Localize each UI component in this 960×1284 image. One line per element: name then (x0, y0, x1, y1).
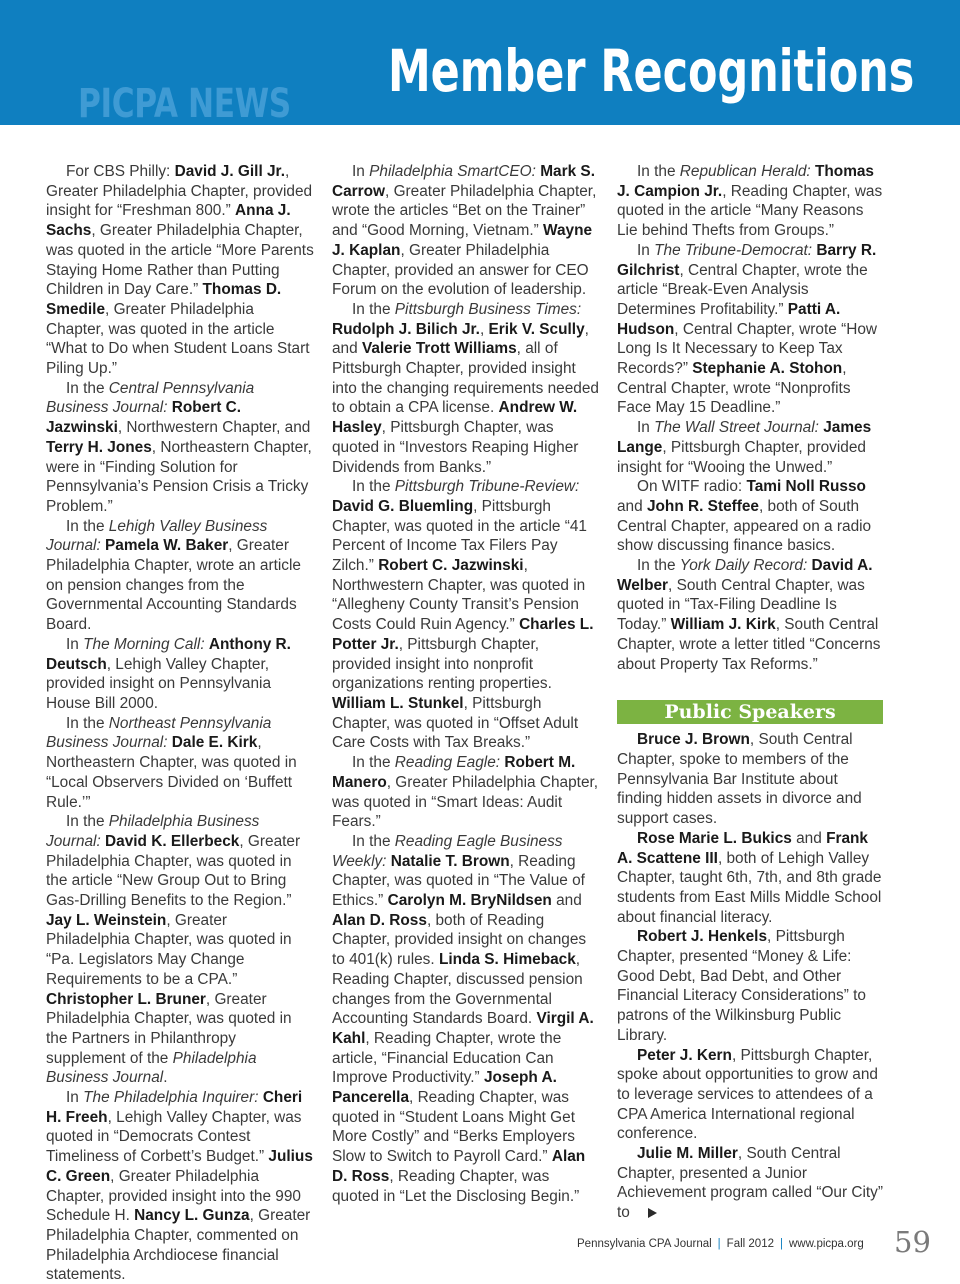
body-text: , Reading Chapter, was quoted in “Student Loans Might Get More Costly” and “Berks Employers Slow to Switch to Payroll Card.” (332, 1089, 575, 1166)
member-name: Bruce J. Brown (637, 731, 750, 749)
body-text: In (66, 635, 84, 653)
body-text: , Greater Philadelphia Chapter, commented on Philadelphia Archdiocese financial statements. (46, 1207, 311, 1284)
member-name: Erik V. Scully (488, 320, 585, 338)
publication-name: Reading Eagle Business Weekly: (332, 832, 563, 870)
body-text: In (637, 419, 655, 437)
column-1 (46, 162, 314, 1284)
footer: Pennsylvania CPA Journal | Fall 2012 | www.picpa.org (577, 1238, 864, 1250)
member-name: Cheri H. Freeh (46, 1089, 303, 1126)
publication-name: Pittsburgh Tribune-Review: (394, 478, 580, 496)
body-text: In (637, 241, 655, 259)
body-text: In the (352, 300, 395, 318)
body-text: , Central Chapter, wrote the article “Break-Even Analysis Determines Profitability.” (617, 261, 868, 318)
body-text: , South Central Chapter, was quoted in “Tax-Filing Deadline Is Today.” (617, 576, 865, 634)
member-name: David J. Gill Jr. (174, 163, 285, 180)
page-number: 59 (894, 1225, 931, 1259)
member-name: Julie M. Miller (637, 1145, 738, 1163)
col1-paragraph (46, 812, 314, 1088)
footer-site[interactable]: www.picpa.org (788, 1238, 864, 1250)
body-text: In the (66, 379, 109, 397)
publication-name: The Wall Street Journal: (654, 419, 819, 437)
body-text: , Northeastern Chapter, were in “Finding Solution for Pennsylvania’s Pension Crisis a Tricky Problem.” (46, 438, 312, 515)
body-text: , South Central Chapter, wrote a letter titled “Concerns about Property Tax Reforms.” (617, 616, 881, 673)
publication-name: Central Pennsylvania Business Journal: (46, 379, 255, 417)
speakers-paragraph (617, 829, 885, 928)
body-text: , South Central Chapter, spoke to members of the Pennsylvania Bar Institute about finding hidden assets in divorce and support cases. (617, 731, 862, 828)
body-text: In the (66, 517, 109, 535)
body-text: , Pittsburgh Chapter, was quoted in “Investors Reaping Higher Dividends from Banks.” (332, 419, 579, 476)
member-name: Thomas D. Smedile (46, 281, 282, 318)
body-text: , both of South Central Chapter, appeared on a radio show discussing finance basics. (617, 497, 872, 555)
body-text: , Reading Chapter, was quoted in the article “Many Reasons Lie behind Thefts from Groups.” (617, 182, 883, 240)
body-text: , Central Chapter, wrote “How Long Is It Necessary to Keep Tax Records?” (617, 320, 878, 378)
col3-paragraph (617, 162, 885, 241)
body-text: and (791, 829, 827, 847)
member-name: Robert C. Jazwinski (378, 557, 524, 575)
body-text: , Greater Philadelphia Chapter, provided insight for “Freshman 800.” (46, 163, 313, 220)
col3-paragraph (617, 477, 885, 556)
member-name: James Lange (617, 419, 872, 456)
footer-journal: Pennsylvania CPA Journal (577, 1238, 712, 1250)
member-name: Nancy L. Gunza (134, 1207, 250, 1225)
body-text: , Greater Philadelphia Chapter, was quoted in the article “What to Do when Student Loans Start Piling Up.” (46, 300, 310, 378)
member-name: John R. Steffee (646, 497, 759, 515)
member-name: Anna J. Sachs (46, 202, 291, 240)
publication-name: Philadelphia Business Journal (46, 1049, 257, 1087)
publication-name: The Morning Call: (83, 635, 205, 653)
body-text: , (479, 320, 489, 338)
member-name: Linda S. Himeback (438, 951, 576, 969)
col2-paragraph (332, 753, 600, 832)
body-text: , Pittsburgh Chapter, was quoted in the article “41 Percent of Income Tax Filers Pay Zilch.” (332, 497, 587, 575)
member-name: Wayne J. Kaplan (332, 222, 593, 259)
body-text: In the (637, 163, 680, 180)
member-name: Patti A. Hudson (617, 300, 841, 338)
col1-paragraph (46, 714, 314, 813)
member-name: Dale E. Kirk (171, 734, 258, 752)
publication-name: The Tribune-Democrat: (654, 241, 813, 259)
member-name: Robert C. Jazwinski (46, 399, 242, 437)
public-speakers-heading: Public Speakers (617, 700, 883, 724)
header-banner (0, 0, 960, 125)
publication-name: Lehigh Valley Business Journal: (46, 517, 268, 555)
section-name: PICPA NEWS (78, 81, 291, 125)
publication-name: Philadelphia SmartCEO: (369, 163, 536, 180)
member-name: Christopher L. Bruner (46, 990, 206, 1008)
col2-paragraph (332, 300, 600, 477)
body-text: In the (352, 754, 395, 772)
member-name: Julius C. Green (46, 1148, 313, 1185)
publication-name: The Philadelphia Inquirer: (83, 1089, 259, 1107)
member-name: Thomas J. Campion Jr. (617, 163, 874, 200)
body-text: , Pittsburgh Chapter, provided insight into nonprofit organizations renting properties. (332, 635, 552, 693)
col1-paragraph (46, 517, 314, 635)
member-name: David G. Bluemling (332, 497, 474, 515)
member-name: Carolyn M. BryNildsen (387, 892, 552, 910)
body-text: , Pittsburgh Chapter, was quoted in “Offset Adult Care Costs with Tax Breaks.” (332, 694, 579, 752)
member-name: Frank A. Scattene III (617, 829, 868, 867)
member-name: Jay L. Weinstein (46, 911, 167, 929)
body-text: and (617, 497, 647, 515)
column-3-body (617, 162, 885, 674)
body-text: , Reading Chapter, was quoted in “The Value of Ethics.” (332, 852, 585, 910)
col1-paragraph (46, 162, 314, 379)
body-text: In (66, 1089, 84, 1107)
member-name: Pamela W. Baker (105, 537, 229, 555)
col1-paragraph (46, 635, 314, 714)
body-text: , both of Reading Chapter, provided insight on changes to 401(k) rules. (332, 911, 587, 969)
member-name: Robert J. Henkels (637, 928, 768, 946)
body-text: In the (66, 714, 109, 732)
publication-name: Reading Eagle: (394, 754, 501, 772)
body-text: , Greater Philadelphia Chapter, provided insight into the 990 Schedule H. (46, 1167, 301, 1225)
member-name: Barry R. Gilchrist (617, 241, 877, 279)
body-text: and (551, 892, 582, 910)
member-name: Charles L. Potter Jr. (332, 616, 594, 653)
body-text: , Pittsburgh Chapter, spoke about opportunities to grow and to leverage services to attendees of a CPA America International regional conference. (617, 1046, 878, 1143)
member-name: Peter J. Kern (637, 1046, 732, 1064)
body-text: , Lehigh Valley Chapter, was quoted in “Democrats Contest Timeliness of Corbett’s Budget.” (46, 1108, 302, 1166)
body-text: , Greater Philadelphia Chapter, was quoted in the article “New Group Out to Bring Gas-Drilling Benefits to the Region.” (46, 832, 301, 910)
speakers-paragraph (617, 927, 885, 1045)
continue-arrow-icon (648, 1208, 657, 1218)
body-text: , all of Pittsburgh Chapter, provided insight into the changing requirements needed to obtain a CPA license. (332, 340, 599, 417)
body-text: , both of Lehigh Valley Chapter, taught 6th, 7th, and 8th grade students from East Mills Middle School about financial literacy. (617, 849, 882, 926)
col3-paragraph (617, 418, 885, 477)
member-name: Mark S. Carrow (332, 163, 595, 200)
speakers-paragraph (617, 1144, 885, 1223)
col3-paragraph (617, 241, 885, 418)
publication-name: Pittsburgh Business Times: (394, 300, 582, 318)
member-name: Anthony R. Deutsch (46, 635, 291, 673)
member-name: Rudolph J. Bilich Jr. (332, 320, 480, 338)
column-2 (332, 162, 600, 1206)
body-text: , Greater Philadelphia Chapter, was quoted in “Pa. Legislators May Change Requirements to be a CPA.” (46, 911, 292, 988)
publication-name: Republican Herald: (679, 163, 811, 180)
body-text: In (352, 163, 370, 180)
member-name: David K. Ellerbeck (105, 832, 240, 850)
body-text: . (163, 1069, 168, 1087)
body-text: , Greater Philadelphia Chapter, wrote the articles “Bet on the Trainer” and “Good Morning, Vietnam.” (332, 182, 597, 240)
col1-paragraph (46, 1088, 314, 1284)
member-name: William L. Stunkel (332, 694, 464, 712)
member-name: Robert M. Manero (332, 754, 576, 791)
member-name: Stephanie A. Stohon (692, 360, 843, 378)
body-text: , Greater Philadelphia Chapter, was quoted in the Partners in Philanthropy supplement of the (46, 990, 292, 1067)
speakers-paragraph (617, 730, 885, 829)
col3-paragraph (617, 556, 885, 674)
body-text: , Pittsburgh Chapter, provided insight for “Wooing the Unwed.” (617, 438, 866, 476)
member-name: Valerie Trott Williams (361, 340, 517, 358)
member-name: Terry H. Jones (46, 438, 152, 456)
member-name: Joseph A. Pancerella (332, 1069, 557, 1107)
member-name: Tami Noll Russo (746, 478, 866, 496)
body-text: In the (352, 832, 395, 850)
col2-paragraph (332, 477, 600, 753)
footer-issue: Fall 2012 (726, 1238, 774, 1250)
body-text: , Northeastern Chapter, was quoted in “Local Observers Divided on ‘Buffett Rule.’” (46, 734, 297, 811)
publication-name: Philadelphia Business Journal: (46, 813, 260, 850)
body-text: , Northwestern Chapter, and (117, 419, 311, 437)
member-name: Andrew W. Hasley (332, 399, 578, 437)
member-name: Alan D. Ross (332, 911, 427, 929)
body-text: , Reading Chapter, discussed pension changes from the Governmental Accounting Standards Board. (332, 951, 583, 1028)
member-name: William J. Kirk (670, 616, 776, 634)
member-name: Alan D. Ross (332, 1148, 586, 1185)
publication-name: York Daily Record: (679, 557, 808, 575)
body-text: For CBS Philly: (66, 163, 175, 180)
col2-paragraph (332, 162, 600, 300)
body-text: , Reading Chapter, was quoted in “Let the Disclosing Begin.” (332, 1167, 580, 1205)
body-text: On WITF radio: (637, 478, 747, 496)
public-speakers-list (617, 730, 885, 1223)
page-title: Member Recognitions (387, 37, 914, 105)
body-text: , South Central Chapter, presented a Junior Achievement program called “Our City” to (617, 1145, 884, 1222)
body-text: , Lehigh Valley Chapter, provided insight on Pennsylvania House Bill 2000. (46, 655, 272, 712)
body-text: , Pittsburgh Chapter, presented “Money & Life: Good Debt, Bad Debt, and Other Financial Literacy Considerations” to patrons of the Wilkinsburg Public Library. (617, 928, 866, 1044)
publication-name: Northeast Pennsylvania Business Journal: (46, 714, 272, 752)
col1-paragraph (46, 379, 314, 517)
speakers-paragraph (617, 1046, 885, 1145)
column-3 (617, 162, 885, 1223)
member-name: Natalie T. Brown (390, 852, 510, 870)
body-text: , Greater Philadelphia Chapter, wrote an article on pension changes from the Governmental Accounting Standards Board. (46, 537, 301, 634)
body-text: , Greater Philadelphia Chapter, was quoted in the article “More Parents Staying Home Rather than Putting Children in Day Care.” (46, 222, 314, 299)
body-text: , and (332, 320, 589, 358)
body-text: , Northwestern Chapter, was quoted in “Allegheny County Transit’s Pension Costs Could Ruin Agency.” (332, 557, 586, 634)
body-text: In the (352, 478, 395, 496)
col2-paragraph (332, 832, 600, 1206)
member-name: David A. Welber (617, 557, 873, 594)
body-text: , Reading Chapter, wrote the article, “Financial Education Can Improve Productivity.” (332, 1029, 562, 1087)
body-text: In the (66, 813, 109, 831)
body-text: , Greater Philadelphia Chapter, provided an answer for CEO Forum on the evolution of leadership. (332, 241, 589, 299)
body-text: In the (637, 557, 680, 575)
member-name: Rose Marie L. Bukics (637, 829, 792, 847)
member-name: Virgil A. Kahl (332, 1010, 594, 1047)
body-text: , Central Chapter, wrote “Nonprofits Face May 15 Deadline.” (617, 360, 851, 417)
body-text: , Greater Philadelphia Chapter, was quoted in “Smart Ideas: Audit Fears.” (332, 773, 599, 831)
